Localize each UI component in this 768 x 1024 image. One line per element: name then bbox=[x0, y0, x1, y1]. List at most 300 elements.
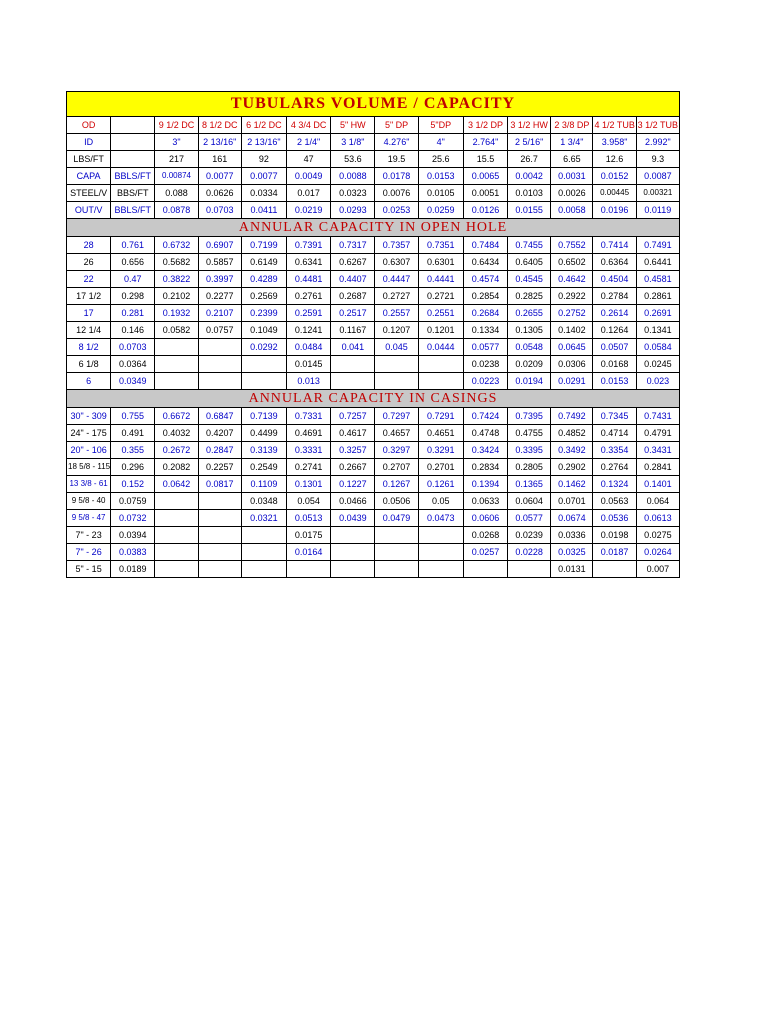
table-cell bbox=[155, 544, 198, 561]
table-cell: 0.0577 bbox=[508, 510, 551, 527]
table-cell: 0.7297 bbox=[375, 408, 418, 425]
table-cell: 0.7424 bbox=[463, 408, 507, 425]
tubular-row bbox=[67, 202, 680, 219]
table-cell: 0.0168 bbox=[593, 356, 636, 373]
table-cell bbox=[155, 339, 198, 356]
table-cell: 0.0323 bbox=[331, 185, 375, 202]
row-label-cell: STEEL/V bbox=[67, 185, 111, 202]
casings-section-row bbox=[67, 390, 680, 408]
table-cell: 0.2687 bbox=[331, 288, 375, 305]
table-cell: 0.0479 bbox=[375, 510, 418, 527]
table-cell: 0.1324 bbox=[593, 476, 636, 493]
table-cell: 0.0175 bbox=[287, 527, 331, 544]
table-cell: 0.0259 bbox=[418, 202, 463, 219]
table-cell: 0.146 bbox=[111, 322, 155, 339]
table-cell: 0.0757 bbox=[198, 322, 241, 339]
table-cell: 0.0383 bbox=[111, 544, 155, 561]
table-cell: 0.7257 bbox=[331, 408, 375, 425]
table-cell: 0.0584 bbox=[636, 339, 679, 356]
table-cell: 6 1/2 DC bbox=[241, 117, 286, 134]
row-label-cell: 20" - 106 bbox=[67, 442, 111, 459]
table-cell: 0.2684 bbox=[463, 305, 507, 322]
table-cell: 0.6405 bbox=[508, 254, 551, 271]
table-cell bbox=[198, 544, 241, 561]
table-cell: 0.2655 bbox=[508, 305, 551, 322]
row-label-cell: 24" - 175 bbox=[67, 425, 111, 442]
tubular-row bbox=[67, 168, 680, 185]
table-cell: 0.4441 bbox=[418, 271, 463, 288]
table-cell: 0.1264 bbox=[593, 322, 636, 339]
table-cell: 0.1207 bbox=[375, 322, 418, 339]
tubular-row bbox=[67, 185, 680, 202]
table-cell bbox=[593, 561, 636, 578]
table-cell: 0.1401 bbox=[636, 476, 679, 493]
table-cell bbox=[241, 356, 286, 373]
table-cell: 2 3/8 DP bbox=[551, 117, 593, 134]
row-label-cell: 30" - 309 bbox=[67, 408, 111, 425]
table-cell: 0.064 bbox=[636, 493, 679, 510]
row-label-cell: 8 1/2 bbox=[67, 339, 111, 356]
table-cell: 0.281 bbox=[111, 305, 155, 322]
table-cell: 0.0153 bbox=[418, 168, 463, 185]
table-cell: 0.2841 bbox=[636, 459, 679, 476]
table-cell bbox=[155, 527, 198, 544]
table-cell: 0.4642 bbox=[551, 271, 593, 288]
table-cell bbox=[241, 544, 286, 561]
table-cell: 0.1049 bbox=[241, 322, 286, 339]
table-cell: 0.0703 bbox=[111, 339, 155, 356]
table-cell bbox=[198, 527, 241, 544]
table-cell bbox=[418, 356, 463, 373]
table-cell bbox=[331, 544, 375, 561]
table-cell: 0.491 bbox=[111, 425, 155, 442]
table-cell: 0.7552 bbox=[551, 237, 593, 254]
table-cell: 0.4499 bbox=[241, 425, 286, 442]
table-cell: 0.2922 bbox=[551, 288, 593, 305]
tubular-row bbox=[67, 134, 680, 151]
table-cell: 0.4504 bbox=[593, 271, 636, 288]
table-cell: 0.2102 bbox=[155, 288, 198, 305]
table-cell: 0.1365 bbox=[508, 476, 551, 493]
table-cell: 0.3354 bbox=[593, 442, 636, 459]
table-cell: 0.6847 bbox=[198, 408, 241, 425]
table-cell bbox=[198, 493, 241, 510]
table-cell: 0.1227 bbox=[331, 476, 375, 493]
table-cell: 0.0394 bbox=[111, 527, 155, 544]
table-cell: 0.0275 bbox=[636, 527, 679, 544]
table-cell: 0.0239 bbox=[508, 527, 551, 544]
table-cell: 0.3395 bbox=[508, 442, 551, 459]
table-cell: 0.6441 bbox=[636, 254, 679, 271]
table-cell: 0.7345 bbox=[593, 408, 636, 425]
table-cell: 2 13/16" bbox=[241, 134, 286, 151]
table-cell: 15.5 bbox=[463, 151, 507, 168]
table-cell: 0.47 bbox=[111, 271, 155, 288]
row-label-cell: 6 1/8 bbox=[67, 356, 111, 373]
row-label-cell: 12 1/4 bbox=[67, 322, 111, 339]
table-cell: 0.7331 bbox=[287, 408, 331, 425]
row-label-cell: 7" - 23 bbox=[67, 527, 111, 544]
row-label-cell: 6 bbox=[67, 373, 111, 390]
table-cell: 0.3431 bbox=[636, 442, 679, 459]
tubular-row bbox=[67, 117, 680, 134]
table-cell: 0.2667 bbox=[331, 459, 375, 476]
table-cell: 0.0187 bbox=[593, 544, 636, 561]
table-cell bbox=[241, 373, 286, 390]
table-cell: 4 3/4 DC bbox=[287, 117, 331, 134]
table-cell: 0.0439 bbox=[331, 510, 375, 527]
table-cell: 0.0196 bbox=[593, 202, 636, 219]
table-cell: 0.0878 bbox=[155, 202, 198, 219]
open-hole-section-heading: ANNULAR CAPACITY IN OPEN HOLE bbox=[67, 219, 680, 237]
table-cell: 0.5857 bbox=[198, 254, 241, 271]
table-cell bbox=[155, 510, 198, 527]
casing-row bbox=[67, 425, 680, 442]
open-hole-row bbox=[67, 237, 680, 254]
table-cell: 5" HW bbox=[331, 117, 375, 134]
table-cell: 0.6341 bbox=[287, 254, 331, 271]
open-hole-row bbox=[67, 322, 680, 339]
table-cell: 0.0198 bbox=[593, 527, 636, 544]
row-label-cell: 28 bbox=[67, 237, 111, 254]
table-cell bbox=[111, 117, 155, 134]
open-hole-row bbox=[67, 288, 680, 305]
table-cell: 0.7391 bbox=[287, 237, 331, 254]
table-cell: 0.0334 bbox=[241, 185, 286, 202]
table-cell: 9 1/2 DC bbox=[155, 117, 198, 134]
table-cell: 217 bbox=[155, 151, 198, 168]
table-cell: 0.0031 bbox=[551, 168, 593, 185]
table-cell: 92 bbox=[241, 151, 286, 168]
table-cell: 0.355 bbox=[111, 442, 155, 459]
table-cell: 0.0759 bbox=[111, 493, 155, 510]
table-cell: 0.0164 bbox=[287, 544, 331, 561]
table-cell: 0.2761 bbox=[287, 288, 331, 305]
open-hole-row bbox=[67, 356, 680, 373]
table-cell: 0.0444 bbox=[418, 339, 463, 356]
table-cell: 3.958" bbox=[593, 134, 636, 151]
tubular-row bbox=[67, 151, 680, 168]
open-hole-row bbox=[67, 373, 680, 390]
table-cell: 12.6 bbox=[593, 151, 636, 168]
table-cell: 0.4407 bbox=[331, 271, 375, 288]
table-cell: 0.2825 bbox=[508, 288, 551, 305]
title-row bbox=[67, 92, 680, 117]
table-cell: 19.5 bbox=[375, 151, 418, 168]
table-cell: 0.0228 bbox=[508, 544, 551, 561]
table-cell: 0.296 bbox=[111, 459, 155, 476]
table-cell: 0.0238 bbox=[463, 356, 507, 373]
table-cell: 0.2082 bbox=[155, 459, 198, 476]
table-cell bbox=[375, 561, 418, 578]
table-cell: 0.0325 bbox=[551, 544, 593, 561]
open-hole-row bbox=[67, 339, 680, 356]
table-cell: 0.1241 bbox=[287, 322, 331, 339]
table-cell: 0.0026 bbox=[551, 185, 593, 202]
open-hole-section-row bbox=[67, 219, 680, 237]
table-cell: 0.6301 bbox=[418, 254, 463, 271]
table-cell: 0.0131 bbox=[551, 561, 593, 578]
table-cell: 0.2549 bbox=[241, 459, 286, 476]
table-cell: 0.2741 bbox=[287, 459, 331, 476]
table-cell bbox=[508, 561, 551, 578]
table-cell: 0.7317 bbox=[331, 237, 375, 254]
table-cell: 0.045 bbox=[375, 339, 418, 356]
table-cell: 0.2399 bbox=[241, 305, 286, 322]
casing-row bbox=[67, 544, 680, 561]
table-cell: 0.0466 bbox=[331, 493, 375, 510]
table-cell: 0.1402 bbox=[551, 322, 593, 339]
table-cell: 0.4852 bbox=[551, 425, 593, 442]
table-cell: 0.2672 bbox=[155, 442, 198, 459]
table-cell: 0.0178 bbox=[375, 168, 418, 185]
table-cell: 0.0642 bbox=[155, 476, 198, 493]
table-cell bbox=[331, 373, 375, 390]
table-cell: 0.3331 bbox=[287, 442, 331, 459]
table-cell: 0.0473 bbox=[418, 510, 463, 527]
table-cell: 0.0153 bbox=[593, 373, 636, 390]
table-cell: 0.017 bbox=[287, 185, 331, 202]
table-cell: 2.764" bbox=[463, 134, 507, 151]
table-cell: 0.7291 bbox=[418, 408, 463, 425]
row-label-cell: CAPA bbox=[67, 168, 111, 185]
table-cell: 0.7139 bbox=[241, 408, 286, 425]
casing-row bbox=[67, 527, 680, 544]
table-cell bbox=[241, 561, 286, 578]
table-cell: 0.2257 bbox=[198, 459, 241, 476]
table-cell: 0.0058 bbox=[551, 202, 593, 219]
table-cell: 0.0732 bbox=[111, 510, 155, 527]
table-cell: 53.6 bbox=[331, 151, 375, 168]
table-cell: 0.0293 bbox=[331, 202, 375, 219]
table-cell bbox=[418, 561, 463, 578]
table-cell: 0.0155 bbox=[508, 202, 551, 219]
table-cell: 2 5/16" bbox=[508, 134, 551, 151]
table-cell bbox=[155, 561, 198, 578]
row-label-cell: 5" - 15 bbox=[67, 561, 111, 578]
table-cell: 0.3997 bbox=[198, 271, 241, 288]
table-cell: 0.2727 bbox=[375, 288, 418, 305]
table-cell bbox=[198, 561, 241, 578]
table-cell: 0.7492 bbox=[551, 408, 593, 425]
table-cell: 0.0194 bbox=[508, 373, 551, 390]
table-cell: 0.2764 bbox=[593, 459, 636, 476]
table-cell bbox=[375, 356, 418, 373]
table-cell: 0.0087 bbox=[636, 168, 679, 185]
table-cell: 0.2721 bbox=[418, 288, 463, 305]
table-cell: 0.00445 bbox=[593, 185, 636, 202]
table-cell: 3" bbox=[155, 134, 198, 151]
table-cell: 0.5682 bbox=[155, 254, 198, 271]
table-cell bbox=[463, 561, 507, 578]
table-cell: 0.2707 bbox=[375, 459, 418, 476]
table-cell: 0.0548 bbox=[508, 339, 551, 356]
table-cell: 0.0536 bbox=[593, 510, 636, 527]
table-cell: 0.0645 bbox=[551, 339, 593, 356]
table-cell: 0.4748 bbox=[463, 425, 507, 442]
table-cell: 0.1462 bbox=[551, 476, 593, 493]
table-cell: 0.1334 bbox=[463, 322, 507, 339]
open-hole-row bbox=[67, 305, 680, 322]
table-cell: 0.4032 bbox=[155, 425, 198, 442]
table-cell: 0.2107 bbox=[198, 305, 241, 322]
casing-row bbox=[67, 459, 680, 476]
table-cell: 0.4574 bbox=[463, 271, 507, 288]
table-cell: 0.0306 bbox=[551, 356, 593, 373]
table-cell: 2 1/4" bbox=[287, 134, 331, 151]
table-cell: 0.7414 bbox=[593, 237, 636, 254]
table-cell: 0.0633 bbox=[463, 493, 507, 510]
table-cell: 0.0264 bbox=[636, 544, 679, 561]
table-cell: 0.0152 bbox=[593, 168, 636, 185]
table-cell: 1 3/4" bbox=[551, 134, 593, 151]
table-cell: 161 bbox=[198, 151, 241, 168]
table-cell: 0.4651 bbox=[418, 425, 463, 442]
capacity-table bbox=[66, 91, 680, 578]
table-cell bbox=[111, 151, 155, 168]
table-cell: 0.0507 bbox=[593, 339, 636, 356]
table-cell: 0.0817 bbox=[198, 476, 241, 493]
table-cell: 0.0088 bbox=[331, 168, 375, 185]
table-cell: BBLS/FT bbox=[111, 202, 155, 219]
row-label-cell: 17 bbox=[67, 305, 111, 322]
table-cell: 0.4714 bbox=[593, 425, 636, 442]
table-cell: 0.7491 bbox=[636, 237, 679, 254]
table-cell: 0.0582 bbox=[155, 322, 198, 339]
table-cell: 0.023 bbox=[636, 373, 679, 390]
table-cell: 4" bbox=[418, 134, 463, 151]
table-cell: 0.1201 bbox=[418, 322, 463, 339]
table-cell: 0.088 bbox=[155, 185, 198, 202]
table-cell: 9.3 bbox=[636, 151, 679, 168]
table-cell: 5"DP bbox=[418, 117, 463, 134]
table-cell: BBLS/FT bbox=[111, 168, 155, 185]
table-cell: 0.0105 bbox=[418, 185, 463, 202]
table-cell bbox=[198, 356, 241, 373]
table-cell: 8 1/2 DC bbox=[198, 117, 241, 134]
table-cell: 0.7395 bbox=[508, 408, 551, 425]
table-cell: 0.05 bbox=[418, 493, 463, 510]
table-cell: 0.0257 bbox=[463, 544, 507, 561]
table-cell: 0.1167 bbox=[331, 322, 375, 339]
table-cell: 0.7199 bbox=[241, 237, 286, 254]
table-cell: 0.4481 bbox=[287, 271, 331, 288]
table-cell: 0.7431 bbox=[636, 408, 679, 425]
table-cell: 2.992" bbox=[636, 134, 679, 151]
row-label-cell: 13 3/8 - 61 bbox=[67, 476, 111, 493]
row-label-cell: 17 1/2 bbox=[67, 288, 111, 305]
table-cell: 0.0253 bbox=[375, 202, 418, 219]
table-cell: 0.656 bbox=[111, 254, 155, 271]
table-cell bbox=[155, 373, 198, 390]
table-cell: 0.6732 bbox=[155, 237, 198, 254]
casing-row bbox=[67, 561, 680, 578]
table-cell: 47 bbox=[287, 151, 331, 168]
table-cell: 6.65 bbox=[551, 151, 593, 168]
table-cell: 0.6149 bbox=[241, 254, 286, 271]
row-label-cell: ID bbox=[67, 134, 111, 151]
casing-row bbox=[67, 476, 680, 493]
table-cell: 0.0223 bbox=[463, 373, 507, 390]
table-cell: 0.2902 bbox=[551, 459, 593, 476]
table-cell: 0.0513 bbox=[287, 510, 331, 527]
table-cell: 0.4791 bbox=[636, 425, 679, 442]
table-cell: 0.0145 bbox=[287, 356, 331, 373]
table-cell: 0.0268 bbox=[463, 527, 507, 544]
table-cell: 0.7455 bbox=[508, 237, 551, 254]
table-cell bbox=[331, 356, 375, 373]
table-cell: 0.2784 bbox=[593, 288, 636, 305]
table-cell: 0.1261 bbox=[418, 476, 463, 493]
table-cell: 0.0626 bbox=[198, 185, 241, 202]
row-label-cell: OD bbox=[67, 117, 111, 134]
table-cell: 0.3297 bbox=[375, 442, 418, 459]
table-cell: 0.0563 bbox=[593, 493, 636, 510]
table-cell bbox=[418, 527, 463, 544]
table-cell: 0.755 bbox=[111, 408, 155, 425]
row-label-cell: 7" - 26 bbox=[67, 544, 111, 561]
table-cell: 0.2854 bbox=[463, 288, 507, 305]
table-cell: 0.00321 bbox=[636, 185, 679, 202]
row-label-cell: 18 5/8 - 115 bbox=[67, 459, 111, 476]
table-cell bbox=[155, 356, 198, 373]
table-cell bbox=[287, 561, 331, 578]
table-cell: 0.4545 bbox=[508, 271, 551, 288]
table-cell: 0.0411 bbox=[241, 202, 286, 219]
casing-row bbox=[67, 510, 680, 527]
table-cell: 0.3492 bbox=[551, 442, 593, 459]
table-cell: 0.0042 bbox=[508, 168, 551, 185]
table-cell: 0.1394 bbox=[463, 476, 507, 493]
table-cell: 0.4581 bbox=[636, 271, 679, 288]
table-cell: 0.013 bbox=[287, 373, 331, 390]
table-cell: 0.0613 bbox=[636, 510, 679, 527]
table-cell: 0.0336 bbox=[551, 527, 593, 544]
table-cell: 3 1/2 HW bbox=[508, 117, 551, 134]
table-cell: 0.0364 bbox=[111, 356, 155, 373]
casing-row bbox=[67, 408, 680, 425]
table-cell bbox=[198, 339, 241, 356]
table-cell bbox=[155, 493, 198, 510]
table-cell: 0.0077 bbox=[198, 168, 241, 185]
table-cell: 4.276" bbox=[375, 134, 418, 151]
table-cell: 0.2551 bbox=[418, 305, 463, 322]
table-cell: 0.0292 bbox=[241, 339, 286, 356]
table-cell: 0.041 bbox=[331, 339, 375, 356]
table-cell: 0.1341 bbox=[636, 322, 679, 339]
table-cell: 0.2277 bbox=[198, 288, 241, 305]
table-cell: 0.2569 bbox=[241, 288, 286, 305]
table-cell: 3 1/2 DP bbox=[463, 117, 507, 134]
row-label-cell: OUT/V bbox=[67, 202, 111, 219]
table-cell: 0.2691 bbox=[636, 305, 679, 322]
table-cell: 0.2805 bbox=[508, 459, 551, 476]
table-cell: 0.7357 bbox=[375, 237, 418, 254]
table-cell: 0.761 bbox=[111, 237, 155, 254]
table-cell: 0.2557 bbox=[375, 305, 418, 322]
table-cell: 5" DP bbox=[375, 117, 418, 134]
table-cell bbox=[418, 544, 463, 561]
table-cell: 0.3257 bbox=[331, 442, 375, 459]
casing-row bbox=[67, 493, 680, 510]
table-cell: 3 1/8" bbox=[331, 134, 375, 151]
table-cell: 0.0049 bbox=[287, 168, 331, 185]
table-cell: 0.0103 bbox=[508, 185, 551, 202]
table-cell: 0.0606 bbox=[463, 510, 507, 527]
table-cell: 0.2614 bbox=[593, 305, 636, 322]
table-cell: 0.0119 bbox=[636, 202, 679, 219]
table-cell: 0.007 bbox=[636, 561, 679, 578]
